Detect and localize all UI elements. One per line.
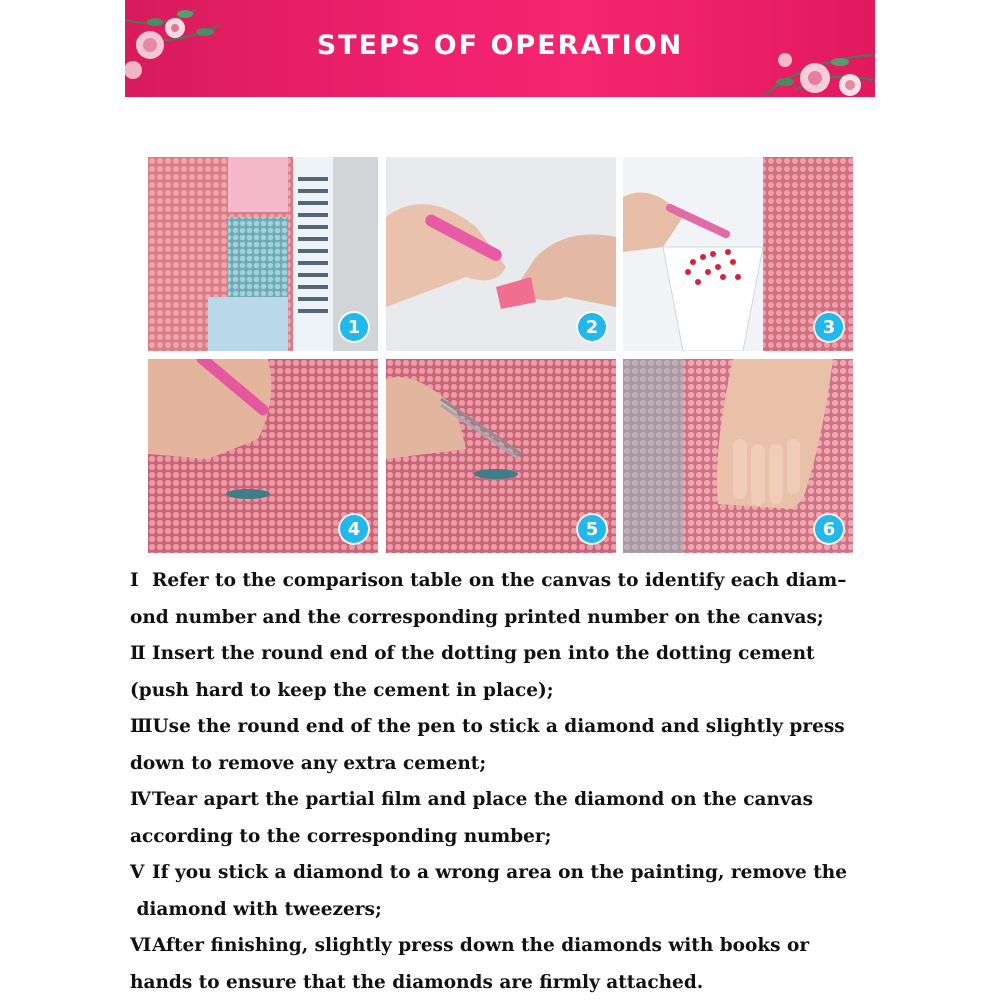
instruction-line-10 xyxy=(130,895,875,932)
header-banner xyxy=(125,0,875,97)
instruction-line-3 xyxy=(130,639,875,676)
instruction-line-1 xyxy=(130,566,875,603)
instruction-text: (push hard to keep the cement in place); xyxy=(130,680,554,701)
step-badge: 1 xyxy=(340,313,368,341)
step-numeral: Ⅵ xyxy=(130,931,152,961)
step-photo-1 xyxy=(148,157,378,351)
step-badge: 4 xyxy=(340,515,368,543)
step-photo-6 xyxy=(623,359,853,553)
step-numeral: Ⅲ xyxy=(130,712,153,742)
instruction-text: hands to ensure that the diamonds are firmly attached. xyxy=(130,972,703,993)
step-photo-3 xyxy=(623,157,853,351)
step-badge: 2 xyxy=(578,313,606,341)
step-photo-2 xyxy=(386,157,616,351)
instruction-line-8 xyxy=(130,822,875,859)
flower-decoration-right xyxy=(745,0,875,97)
instruction-text: Tear apart the partial film and place the diamond on the canvas xyxy=(152,789,813,810)
instruction-line-12 xyxy=(130,968,875,1004)
instruction-text: Use the round end of the pen to stick a diamond and slightly press xyxy=(153,716,845,737)
step-numeral: Ⅳ xyxy=(130,785,152,815)
instruction-line-11 xyxy=(130,931,875,968)
instruction-text: down to remove any extra cement; xyxy=(130,753,486,774)
instruction-text: ond number and the corresponding printed number on the canvas; xyxy=(130,607,824,628)
step-badge: 6 xyxy=(815,515,843,543)
instruction-text: If you stick a diamond to a wrong area on the painting, remove the xyxy=(152,862,847,883)
step-badge: 5 xyxy=(578,515,606,543)
step-numeral: Ⅱ xyxy=(130,639,152,669)
step-badge: 3 xyxy=(815,313,843,341)
instruction-line-7 xyxy=(130,785,875,822)
instruction-text: After finishing, slightly press down the diamonds with books or xyxy=(152,935,809,956)
instruction-text: Insert the round end of the dotting pen into the dotting cement xyxy=(152,643,815,664)
instruction-text: Refer to the comparison table on the canvas to identify each diam– xyxy=(152,570,846,591)
instruction-line-9 xyxy=(130,858,875,895)
step-photo-5 xyxy=(386,359,616,553)
step-numeral: Ⅰ xyxy=(130,566,152,596)
step-photo-4 xyxy=(148,359,378,553)
instruction-line-5 xyxy=(130,712,875,749)
instruction-line-2 xyxy=(130,603,875,640)
page-title: STEPS OF OPERATION xyxy=(125,30,875,61)
instruction-text: diamond with tweezers; xyxy=(130,899,382,920)
instruction-line-4 xyxy=(130,676,875,713)
instruction-line-6 xyxy=(130,749,875,786)
step-numeral: Ⅴ xyxy=(130,858,152,888)
instruction-text: according to the corresponding number; xyxy=(130,826,551,847)
instructions-list xyxy=(130,566,875,1004)
